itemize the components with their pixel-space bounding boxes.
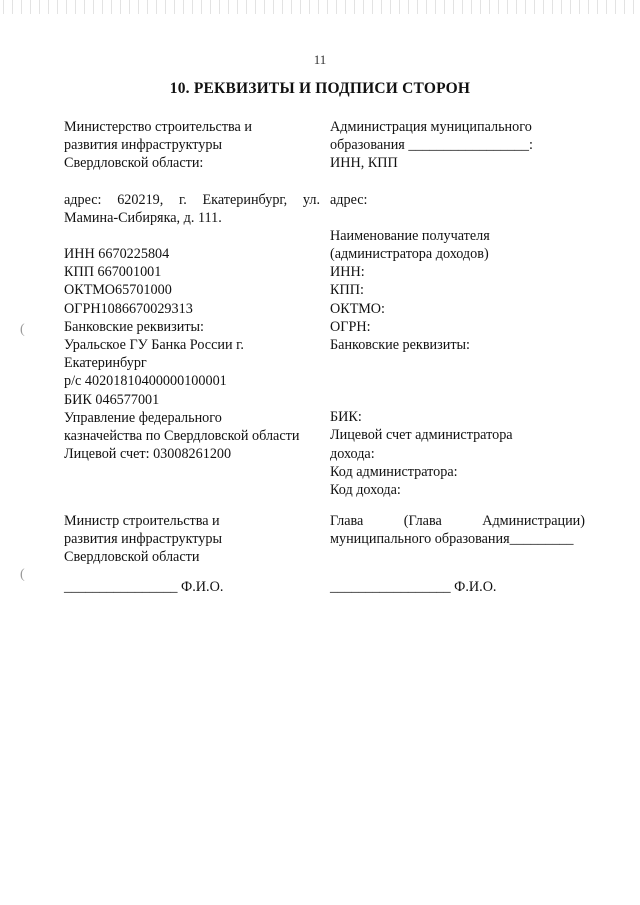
right-party-column (330, 118, 585, 499)
left-personal-account: Лицевой счет: 03008261200 (64, 446, 232, 463)
left-bank-city: Екатеринбург (64, 355, 147, 372)
left-signature-line: ________________ Ф.И.О. (64, 579, 224, 595)
right-party-name-line: Администрация муниципального (330, 119, 532, 135)
left-signatory-title: Свердловской области (64, 549, 200, 566)
right-detail-line: Наименование получателя (330, 227, 490, 244)
left-party-name-line: Министерство строительства и (64, 119, 252, 135)
right-ogrn: ОГРН: (330, 318, 371, 335)
left-address-line: Мамина-Сибиряка, д. 111. (64, 209, 222, 226)
scan-mark: ( (20, 322, 25, 337)
left-signatory-title: Министр строительства и (64, 513, 220, 529)
right-income-code: Код дохода: (330, 482, 401, 499)
scan-mark: ( (20, 567, 25, 582)
section-title: 10. РЕКВИЗИТЫ И ПОДПИСИ СТОРОН (169, 80, 471, 97)
right-signatory-title: Глава (Глава Администрации) (330, 513, 585, 529)
right-party-name-line: образования _________________: (330, 137, 533, 154)
right-oktmo: ОКТМО: (330, 300, 385, 317)
right-party-name-line: ИНН, КПП (330, 155, 398, 172)
left-address-line: адрес: 620219, г. Екатеринбург, ул. (64, 191, 320, 208)
right-address: адрес: (330, 191, 368, 208)
right-admin-code: Код администратора: (330, 463, 458, 480)
right-detail-line: (администратора доходов) (330, 246, 489, 263)
left-bank-details-label: Банковские реквизиты: (64, 318, 204, 335)
right-signatory-block (330, 512, 585, 548)
left-treasury-line: Управление федерального (64, 409, 222, 426)
left-ogrn: ОГРН1086670029313 (64, 300, 193, 317)
left-party-name-line: Свердловской области: (64, 155, 204, 172)
left-oktmo: ОКТМО65701000 (64, 282, 172, 299)
left-inn: ИНН 6670225804 (64, 246, 170, 263)
right-personal-account-label: дохода: (330, 445, 375, 462)
scan-artifact-top (0, 0, 640, 14)
left-bank-name: Уральское ГУ Банка России г. (64, 337, 244, 354)
right-kpp: КПП: (330, 282, 364, 299)
page-number: 11 (313, 52, 327, 67)
left-party-name-line: развития инфраструктуры (64, 137, 223, 154)
right-inn: ИНН: (330, 264, 365, 281)
left-signatory-title: развития инфраструктуры (64, 531, 223, 548)
left-kpp: КПП 667001001 (64, 264, 162, 281)
left-account: р/с 40201810400000100001 (64, 373, 227, 390)
left-treasury-line: казначейства по Свердловской области (64, 428, 300, 445)
right-personal-account-label: Лицевой счет администратора (330, 427, 513, 444)
left-party-column (64, 118, 320, 463)
right-bank-details-label: Банковские реквизиты: (330, 337, 470, 354)
right-bik: БИК: (330, 409, 362, 426)
right-signature-line: _________________ Ф.И.О. (330, 579, 497, 595)
left-signatory-block (64, 512, 320, 567)
left-bik: БИК 046577001 (64, 391, 160, 408)
right-signatory-title: муниципального образования_________ (330, 531, 574, 548)
